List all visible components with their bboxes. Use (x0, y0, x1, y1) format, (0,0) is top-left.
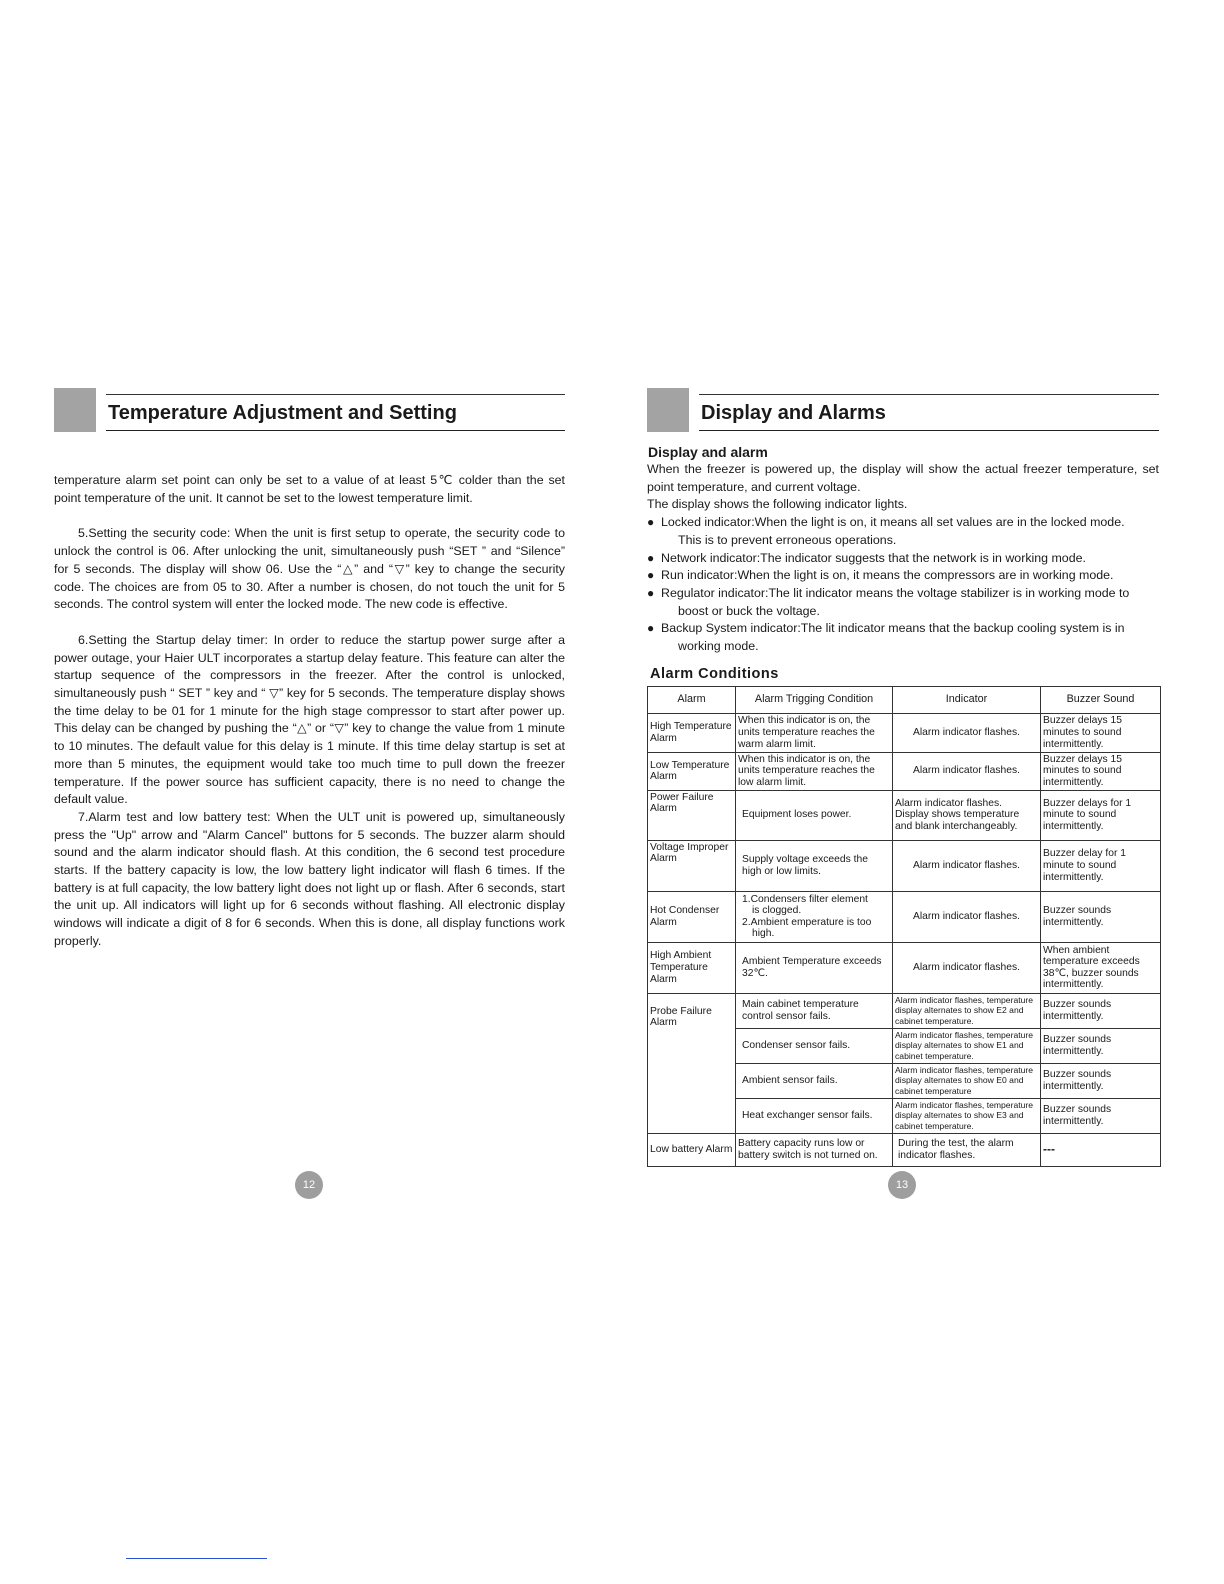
bullet-subtext: This is to prevent erroneous operations. (678, 532, 897, 547)
header-rule-top (699, 394, 1159, 395)
condition-cell: Heat exchanger sensor fails. (736, 1098, 893, 1133)
bullet-icon: ● (647, 621, 655, 636)
bullet-icon: ● (647, 568, 655, 583)
section-marker-block (647, 388, 689, 432)
header-rule-top (106, 394, 565, 395)
condition-cell: Ambient Temperature exceeds 32℃. (736, 942, 893, 993)
column-header: Buzzer Sound (1041, 686, 1161, 713)
buzzer-cell: Buzzer sounds intermittently. (1041, 1098, 1161, 1133)
indicator-cell: Alarm indicator flashes. (893, 840, 1041, 891)
condition-line: is clogged. (752, 905, 802, 917)
column-header: Alarm Trigging Condition (736, 686, 893, 713)
subheading: Display and alarm (648, 444, 768, 460)
condition-cell: When this indicator is on, the units temperature reaches the low alarm limit. (736, 752, 893, 790)
indicator-cell: Alarm indicator flashes. Display shows temperature and blank interchangeably. (893, 790, 1041, 840)
header-rule-bottom (699, 430, 1159, 431)
column-header: Alarm (648, 686, 736, 713)
indicator-cell: Alarm indicator flashes. (893, 891, 1041, 942)
buzzer-cell: Buzzer sounds intermittently. (1041, 1063, 1161, 1098)
paragraph: 5.Setting the security code: When the unit is first setup to operate, the security code to unlock the control is 06. After unlocking the unit, simultaneously push “SET ” and “Silence” for 5 seconds. The display will show 06. Use the “△” and “▽” key to change the security code. The choices are from 05 to 30. After a number is chosen, do not touch the unit for 5 seconds. The control system will enter the locked mode. The new code is effective. (54, 526, 565, 612)
bullet-text: Network indicator:The indicator suggests that the network is in working mode. (661, 550, 1086, 565)
buzzer-cell: Buzzer delays 15 minutes to sound intermittently. (1041, 713, 1161, 752)
table-title: Alarm Conditions (650, 665, 779, 682)
buzzer-cell: Buzzer delays for 1 minute to sound intermittently. (1041, 790, 1161, 840)
page-title: Temperature Adjustment and Setting (108, 402, 457, 424)
buzzer-cell: Buzzer sounds intermittently. (1041, 993, 1161, 1028)
intro-paragraph: When the freezer is powered up, the display will show the actual freezer temperature, set point temperature, and current voltage. (647, 462, 1159, 494)
bullet-text: Backup System indicator:The lit indicator means that the backup cooling system is in (661, 621, 1125, 636)
page-title: Display and Alarms (701, 402, 886, 424)
footer-link-line (126, 1558, 267, 1559)
indicator-cell: Alarm indicator flashes, temperature display alternates to show E0 and cabinet temperature (893, 1063, 1041, 1098)
left-page (54, 388, 565, 951)
bullet-subtext: working mode. (678, 639, 759, 654)
bullet-item (647, 567, 1159, 585)
bullet-item (647, 585, 1159, 620)
page-number: 12 (295, 1171, 323, 1199)
paragraph: 6.Setting the Startup delay timer: In order to reduce the startup power surge after a power outage, your Haier ULT incorporates a startup delay feature. This feature can alter the startup sequence of the compressors in the freezer. After the control is unlocked, simultaneously push “ SET ” key and “ ▽” key for 5 seconds. The temperature display shows the time delay to be 01 for 1 minute for the high stage compressor to start after power up. This delay can be changed by pushing the “△” or “▽” key to change the value from 1 minute to 10 minutes. The default value for this delay is 1 minute. If this time delay startup is set at more than 5 minutes, the equipment would take too much time to pull down the freezer temperature. If the power source has sufficient capacity, there is no need to change the default value. (54, 632, 565, 807)
table-row (648, 790, 1161, 840)
page-number: 13 (888, 1171, 916, 1199)
bullet-item (647, 620, 1159, 655)
body-text (54, 472, 565, 951)
buzzer-cell: --- (1041, 1133, 1161, 1166)
indicator-cell: Alarm indicator flashes, temperature display alternates to show E2 and cabinet temperature. (893, 993, 1041, 1028)
table-row (648, 752, 1161, 790)
alarm-cell: Voltage Improper Alarm (648, 840, 736, 891)
bullet-icon: ● (647, 550, 655, 565)
section-marker-block (54, 388, 96, 432)
section-header (647, 388, 1159, 432)
table-row (648, 1133, 1161, 1166)
table-row (648, 713, 1161, 752)
right-page (647, 388, 1159, 1167)
bullet-icon: ● (647, 515, 655, 530)
alarm-cell: Hot Condenser Alarm (648, 891, 736, 942)
header-rule-bottom (106, 430, 565, 431)
condition-cell (736, 891, 893, 942)
bullet-item (647, 550, 1159, 568)
condition-cell: Ambient sensor fails. (736, 1063, 893, 1098)
bullet-text: Locked indicator:When the light is on, it means all set values are in the locked mode. (661, 515, 1125, 530)
bullet-icon: ● (647, 585, 655, 600)
indicator-cell: During the test, the alarm indicator flashes. (893, 1133, 1041, 1166)
condition-line: 1.Condensers filter element (742, 893, 868, 905)
table-row (648, 993, 1161, 1028)
buzzer-cell: Buzzer delays 15 minutes to sound intermittently. (1041, 752, 1161, 790)
table-row (648, 942, 1161, 993)
indicator-cell: Alarm indicator flashes. (893, 942, 1041, 993)
condition-line: 2.Ambient emperature is too (742, 916, 872, 928)
column-header: Indicator (893, 686, 1041, 713)
alarm-cell: Power Failure Alarm (648, 790, 736, 840)
bullet-subtext: boost or buck the voltage. (678, 603, 820, 618)
intro-paragraph: The display shows the following indicator lights. (647, 497, 908, 512)
alarm-conditions-table (647, 686, 1161, 1167)
indicator-cell: Alarm indicator flashes. (893, 752, 1041, 790)
condition-cell: Condenser sensor fails. (736, 1028, 893, 1063)
buzzer-cell: Buzzer sounds intermittently. (1041, 891, 1161, 942)
table-row (648, 891, 1161, 942)
bullet-item (647, 514, 1159, 549)
indicator-cell: Alarm indicator flashes, temperature display alternates to show E3 and cabinet temperature. (893, 1098, 1041, 1133)
indicator-cell: Alarm indicator flashes, temperature display alternates to show E1 and cabinet temperature. (893, 1028, 1041, 1063)
buzzer-cell: Buzzer delay for 1 minute to sound intermittently. (1041, 840, 1161, 891)
alarm-cell: Probe Failure Alarm (648, 993, 736, 1133)
buzzer-cell: When ambient temperature exceeds 38℃, buzzer sounds intermittently. (1041, 942, 1161, 993)
table-header-row (648, 686, 1161, 713)
alarm-cell: Low battery Alarm (648, 1133, 736, 1166)
condition-cell: Supply voltage exceeds the high or low limits. (736, 840, 893, 891)
alarm-cell: High Ambient Temperature Alarm (648, 942, 736, 993)
paragraph: temperature alarm set point can only be set to a value of at least 5℃ colder than the set point temperature of the unit. It cannot be set to the lowest temperature limit. (54, 473, 565, 505)
paragraph: 7.Alarm test and low battery test: When the ULT unit is powered up, simultaneously press the "Up" arrow and "Alarm Cancel" buttons for 5 seconds. The buzzer alarm should sound and the alarm indicator should flash. At this condition, the 6 second test procedure starts. If the battery capacity is low, the low battery light indicator will flash 6 times. If the battery is at full capacity, the low battery light does not light up or flash. After 6 seconds, start the unit up. All indicators will light up for 6 seconds without flashing. All electronic display windows will indicate a digit of 8 for 6 seconds. When this is done, all display functions work properly. (54, 809, 565, 948)
alarm-cell: High Temperature Alarm (648, 713, 736, 752)
condition-cell: When this indicator is on, the units temperature reaches the warm alarm limit. (736, 713, 893, 752)
alarm-cell: Low Temperature Alarm (648, 752, 736, 790)
buzzer-cell: Buzzer sounds intermittently. (1041, 1028, 1161, 1063)
bullet-text: Run indicator:When the light is on, it means the compressors are in working mode. (661, 568, 1114, 583)
indicator-cell: Alarm indicator flashes. (893, 713, 1041, 752)
condition-line: high. (752, 928, 775, 940)
bullet-text: Regulator indicator:The lit indicator means the voltage stabilizer is in working mode to (661, 585, 1130, 600)
display-description (647, 461, 1159, 656)
section-header (54, 388, 565, 432)
condition-cell: Main cabinet temperature control sensor fails. (736, 993, 893, 1028)
condition-cell: Equipment loses power. (736, 790, 893, 840)
table-row (648, 840, 1161, 891)
condition-cell: Battery capacity runs low or battery switch is not turned on. (736, 1133, 893, 1166)
